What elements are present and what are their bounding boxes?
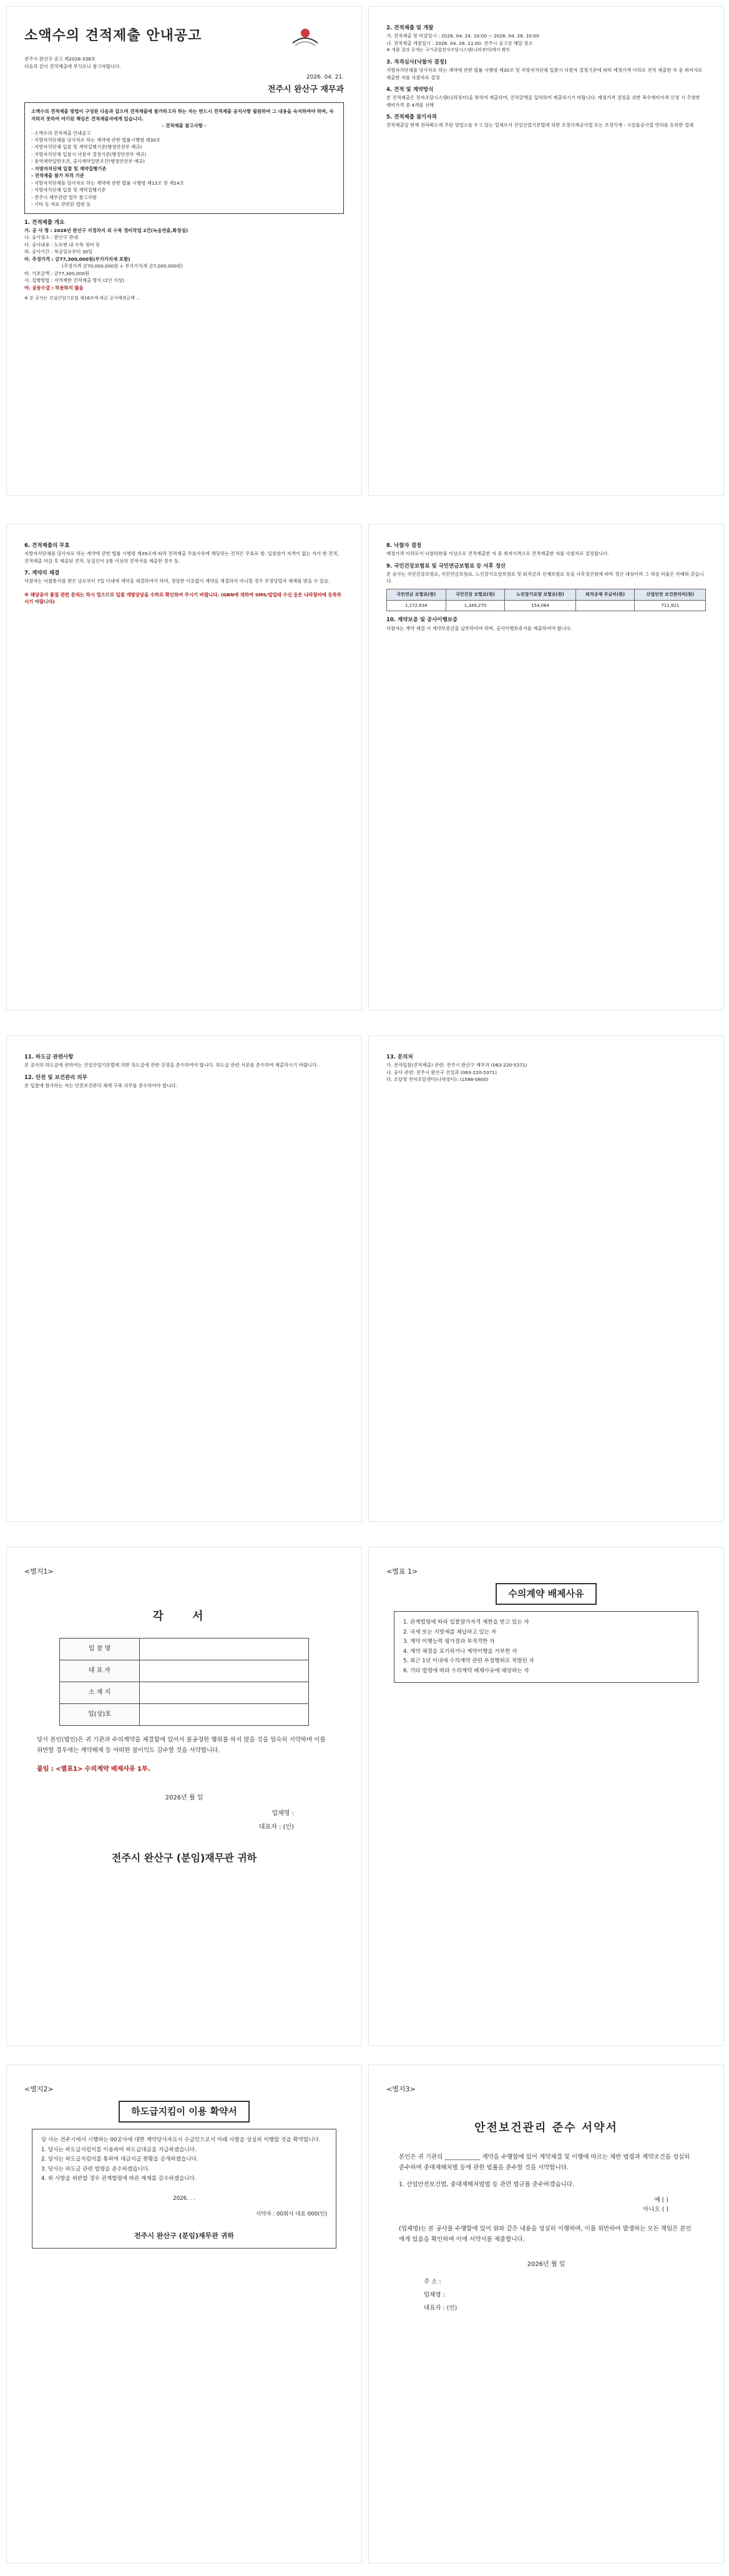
section-11-body: 본 공사의 하도급에 관하여는 건설산업기본법에 의한 하도급에 관한 규정을 준수하여야 합니다. 하도급 관련 서류를 준수하여 제출하시기 바랍니다. bbox=[24, 1062, 318, 1068]
guideline-line-bold: - 견적제출 참가 자격 기준 bbox=[31, 173, 84, 179]
field-label: 업(상)호 bbox=[60, 1703, 139, 1725]
form-title: 안전보건관리 준수 서약서 bbox=[474, 2121, 618, 2135]
rate-header: 국민연금 보험료(원) bbox=[387, 589, 446, 600]
exclusion-item: 6. 기타 법령에 따라 수의계약 배제사유에 해당하는 자 bbox=[403, 1667, 529, 1674]
guideline-line: - 지방자치단체 입찰시 낙찰자 결정기준(행정안전부 예규) bbox=[31, 151, 147, 157]
section-11-title: 11. 하도급 관련사항 bbox=[24, 1054, 74, 1060]
section-4-body: 본 견적제출은 전자조달시스템(나라장터)을 통하여 제출하며, 견적금액을 입력하여 제출하시기 바랍니다. 예정가격 결정을 위한 복수예비가격 산정 시 추첨한 예비가격 중 4개를 선택 bbox=[386, 95, 700, 108]
check-no[interactable]: 아니오 ( ) bbox=[643, 2206, 668, 2213]
notice-date: 2026. 04. 21. bbox=[306, 74, 344, 81]
estimated-price-note: (추정가격 금70,000,000원 + 부가가치세 금7,000,000원) bbox=[62, 263, 183, 269]
guideline-heading: - 견적제출 참고사항 - bbox=[162, 123, 207, 129]
section-12-title: 12. 안전 및 보건관리 의무 bbox=[24, 1074, 87, 1081]
rate-value: 1,349,270 bbox=[446, 600, 505, 611]
base-price: 바. 기초금액 : 금77,300,000원 bbox=[24, 270, 90, 276]
safety-body-1: 본인은 귀 기관의 ____________ 계약을 수행함에 있어 계약체결 및 이행에 따르는 제반 법령과 계약조건을 성실히 준수하며 중대재해처벌 등에 관한 법률을 준수할 것을 서약합니다. bbox=[399, 2153, 690, 2172]
pledge-table bbox=[59, 1638, 308, 1726]
rate-header: 퇴직공제 부금비(원) bbox=[575, 589, 635, 600]
pledge-rep: 대표자 : (인) bbox=[258, 1823, 294, 1831]
safety-body-2: 1. 산업안전보건법, 중대재해처벌법 등 관련 법규를 준수하겠습니다. bbox=[399, 2181, 575, 2189]
section-10-body: 낙찰자는 계약 체결 시 계약보증금을 납부하여야 하며, 공사이행보증서를 제출하여야 합니다. bbox=[386, 625, 572, 631]
subcontract-body: 당 사는 전주시에서 시행하는 00공사에 대한 계약당사자로서 수급인으로서 아래 사항을 성실히 이행할 것을 확약합니다. bbox=[41, 2137, 321, 2144]
field-value[interactable] bbox=[139, 1660, 308, 1682]
notice-org: 전주시 완산구 재무과 bbox=[267, 84, 344, 94]
form-label: <별지2> bbox=[24, 2085, 54, 2093]
attachment-note: 붙임 : <별표1> 수의계약 배제사유 1부. bbox=[37, 1766, 150, 1773]
exclusion-item: 3. 계약 이행능력 평가결과 부적격한 자 bbox=[403, 1639, 495, 1645]
pledge-addressee: 전주시 완산구 (분임)재무관 귀하 bbox=[111, 1852, 257, 1864]
rate-header: 산업안전 보건관리비(원) bbox=[635, 589, 706, 600]
contact-line: 가. 전자입찰(견적제출) 관련: 전주시 완산구 재무과 (063-220-5371) bbox=[386, 1062, 527, 1068]
notice-page-5 bbox=[6, 1035, 362, 1522]
notice-page-3 bbox=[6, 524, 362, 1010]
work-content: 다. 공사내용 : 도로변 내 수목 정비 등 bbox=[24, 241, 100, 248]
notice-number: 전주시 완산구 공고 제2026-338호 bbox=[24, 56, 96, 62]
section-7-title: 7. 계약의 체결 bbox=[24, 570, 60, 577]
notice-page-4 bbox=[368, 524, 724, 1010]
field-value[interactable] bbox=[139, 1638, 308, 1660]
exclusion-list bbox=[394, 1611, 698, 1683]
section-1-title: 1. 견적제출 개요 bbox=[24, 219, 65, 226]
insurance-rate-table bbox=[386, 589, 706, 612]
city-logo-icon bbox=[286, 24, 324, 49]
opening-note: ※ 개찰 결과 공개는 국가종합전자조달시스템(나라장터)에서 확인 bbox=[386, 47, 511, 53]
guideline-line-bold: - 지방자치단체 입찰 및 계약집행기준 bbox=[31, 165, 107, 172]
estimated-price: 마. 추정가격 : 금77,300,000원(부가가치세 포함) bbox=[24, 256, 130, 262]
form-label: <별지1> bbox=[24, 1567, 54, 1576]
method-note: ※ 본 공사는 건설산업기본법 제16조에 따른 공사예정금액 ... bbox=[24, 296, 140, 301]
rate-value: 711,921 bbox=[635, 600, 706, 611]
pledge-date: 2026년 월 일 bbox=[165, 1794, 203, 1801]
safety-body-3: (업체명)는 본 공사를 수행함에 있어 위와 같은 내용을 성실히 이행하며, 이를 위반하여 발생하는 모든 책임은 본인에게 있음을 확인하며 이에 서약서를 제출합니다. bbox=[399, 2225, 692, 2243]
subcontract-addressee: 전주시 완산구 (분임)재무관 귀하 bbox=[134, 2231, 234, 2240]
pledge-company: 업체명 : bbox=[272, 1810, 294, 1818]
notice-page-2 bbox=[368, 6, 724, 496]
exclusion-item: 4. 계약 체결을 포기하거나 계약이행을 거부한 자 bbox=[403, 1648, 517, 1655]
form-safety-page bbox=[368, 2065, 724, 2564]
section-10-title: 10. 계약보증 및 공사이행보증 bbox=[386, 617, 458, 624]
section-5-title: 5. 견적제출 참가자격 bbox=[386, 114, 437, 121]
safety-date: 2026년 월 일 bbox=[527, 2260, 565, 2268]
guideline-line: - 지방자치단체를 당사자로 하는 계약에 관한 법률시행령 제30조 bbox=[31, 137, 161, 143]
notice-page-1 bbox=[6, 6, 362, 496]
field-value[interactable] bbox=[139, 1682, 308, 1703]
subcontract-sign: 서약자 : 00회사 대표 000(인) bbox=[255, 2211, 327, 2218]
subcontract-item: 3. 당사는 하도급 관련 법령을 준수하겠습니다. bbox=[41, 2166, 150, 2172]
guideline-sub: - 지방자치단체를 당사자로 하는 계약에 관한 법률 시행령 제13조 및 제14조 bbox=[31, 180, 184, 186]
pledge-body: 당사 본인(법인)은 귀 기관과 수의계약을 체결함에 있어서 불공정한 행위를 하지 않을 것을 엄숙히 서약하며 이를 위반할 경우에는 계약해제 등 어떠한 불이익도 감수할 것을 서약합니다. bbox=[37, 1736, 326, 1755]
section-3-title: 3. 적격심사(낙찰자 결정) bbox=[386, 59, 447, 65]
exclusion-item: 2. 국세 또는 지방세를 체납하고 있는 자 bbox=[403, 1629, 497, 1635]
guideline-sub: - 기타 등 자료 관련된 법령 등 bbox=[31, 201, 91, 208]
section-9-body: 본 공사는 국민건강보험료, 국민연금보험료, 노인장기요양보험료 및 퇴직금과 산재보험료 등을 사후정산함에 따라 정산 대상이며 그 대상 비율은 아래와 같습니다. bbox=[386, 571, 704, 584]
form-title: 수의계약 배제사유 bbox=[496, 1583, 596, 1605]
section-3-body: 지방자치단체를 당사자로 하는 계약에 관한 법률 시행령 제30조 및 지방자치단체 입찰시 낙찰자 결정기준에 따라 예정가격 이하로 견적 제출한 자 중 최저가로 제출한 자를 낙찰자로 결정 bbox=[386, 67, 703, 80]
section-4-title: 4. 견적 및 계약방식 bbox=[386, 87, 434, 94]
work-name: 가. 공 사 명 : 2026년 완산구 지정차지 외 수목 정비작업 2건(녹음연출,화장실) bbox=[24, 227, 188, 233]
subcontract-box bbox=[32, 2129, 336, 2249]
form-label: <별표 1> bbox=[386, 1567, 418, 1576]
field-label: 대 표 자 bbox=[60, 1660, 139, 1682]
rate-header: 노인장기요양 보험료(원) bbox=[505, 589, 576, 600]
subcontract-date: 2026. . . bbox=[173, 2195, 195, 2202]
rate-value bbox=[575, 600, 635, 611]
section-2-title: 2. 견적제출 및 개찰 bbox=[386, 25, 434, 31]
section-6-body: 지방자치단체를 당사자로 하는 계약에 관한 법률 시행령 제39조에 따라 견적제출 무효사유에 해당하는 견적은 무효로 함. 입찰참가 자격이 없는 자가 한 견적, 견적제출 마감 후 제출된 견적, 동일인이 2통 이상의 견적서를 제출한 경우 등. bbox=[24, 551, 339, 564]
guideline-lead: 소액수의 견적제출 방법이 구성된 다음과 같으며 견적제출에 참가하고자 하는 자는 반드시 견적제출 공지사항 필원하여 그 내용을 숙지하여야 하며, 숙지하지 못하여 야기된 책임은 견적제출자에게 있습니다. bbox=[31, 109, 334, 122]
subcontract-item: 2. 당사는 하도급지킴이를 통하여 대금지급 현황을 공개하겠습니다. bbox=[41, 2156, 198, 2163]
field-label: 입 찰 명 bbox=[60, 1638, 139, 1660]
subcontract-item: 4. 위 사항을 위반할 경우 관계법령에 따른 제재를 감수하겠습니다. bbox=[41, 2176, 197, 2182]
contacts-title: 13. 문의처 bbox=[386, 1054, 413, 1060]
guideline-sub: - 지방자치단체 입찰 및 계약집행기준 bbox=[31, 187, 106, 193]
exclusion-item: 5. 최근 1년 이내에 수의계약 관련 부정행위로 적발된 자 bbox=[403, 1658, 534, 1665]
subcontract-item: 1. 당사는 하도급지킴이를 이용하여 하도급대금을 지급하겠습니다. bbox=[41, 2146, 197, 2153]
work-location: 나. 공사장소 : 완산구 관내 bbox=[24, 235, 78, 241]
section-9-title: 9. 국민건강보험료 및 국민연금보험료 등 사후 정산 bbox=[386, 563, 506, 569]
rate-header: 국민건강 보험료(원) bbox=[446, 589, 505, 600]
exclusion-item: 1. 관계법령에 따라 입찰참가자격 제한을 받고 있는 자 bbox=[403, 1619, 529, 1626]
form-label: <별지3> bbox=[386, 2085, 416, 2093]
safety-company: 업체명 : bbox=[424, 2292, 445, 2299]
submit-period: 가. 견적제출 및 마감일시 : 2026. 04. 24. 10:00 ~ 2026. 04. 28. 10:00 bbox=[386, 33, 539, 39]
check-yes[interactable]: 예 ( ) bbox=[654, 2197, 668, 2204]
safety-address: 주 소 : bbox=[424, 2278, 441, 2286]
safety-rep: 대표자 : (인) bbox=[424, 2304, 457, 2312]
work-period: 라. 공사기간 : 착공일로부터 30일 bbox=[24, 249, 93, 255]
form-title: 각 서 bbox=[152, 1610, 216, 1624]
notice-intro: 다음과 같이 견적제출에 부치오니 참고바랍니다. bbox=[24, 63, 121, 69]
guideline-sub: - 전주시 재무관련 업무 참고사항 bbox=[31, 194, 97, 200]
section-7-body: 낙찰자는 낙찰통지를 받은 날로부터 7일 이내에 계약을 체결하여야 하며, 정당한 이유없이 계약을 체결하지 아니할 경우 부정당업자 제재를 받을 수 있음. bbox=[24, 578, 330, 584]
form-subcontract-page bbox=[6, 2065, 362, 2564]
warning-notice: ※ 해당공사 품질 관련 문의는 하시 업으므로 입찰 개방담당을 수하로 확인하여 주시기 바랍니다. (GBN에 의하여 SMS/업업데 수신 등은 나라장터에 등록하시기 바랍니다) bbox=[24, 591, 341, 605]
form-pledge-page bbox=[6, 1547, 362, 2046]
contact-line: 나. 공사 관련: 전주시 완산구 건설과 (063-220-5371) bbox=[386, 1069, 497, 1075]
rate-value: 154,064 bbox=[505, 600, 576, 611]
form-title: 하도급지킴이 이용 확약서 bbox=[119, 2101, 250, 2123]
joint-supply: 아. 공동수급 : 허용하지 않음 bbox=[24, 284, 84, 291]
opening-time: 나. 견적제출 개찰일시 : 2026. 04. 28. 11:00. 전주시 공고상 해당 장소 bbox=[386, 40, 533, 46]
field-label: 소 재 지 bbox=[60, 1682, 139, 1703]
guideline-box bbox=[24, 102, 344, 214]
notice-page-6 bbox=[368, 1035, 724, 1522]
guideline-line: - 지방자치단체 입찰 및 계약집행기준(행정안전부 예규) bbox=[31, 144, 142, 150]
section-8-title: 8. 낙찰자 결정 bbox=[386, 543, 422, 549]
contact-line: 다. 조달청 전자조달센터(나라장터): (1588-0800) bbox=[386, 1077, 489, 1083]
form-exclusion-page bbox=[368, 1547, 724, 2046]
guideline-line: - 용역계약일반조건, 공사계약일반조건(행정안전부 예규) bbox=[31, 158, 145, 165]
section-6-title: 6. 견적제출의 무효 bbox=[24, 543, 70, 549]
notice-title: 소액수의 견적제출 안내공고 bbox=[24, 28, 202, 44]
execution-method: 사. 집행방법 : 지역제한 견적제출 방식 (2인 이상) bbox=[24, 278, 125, 284]
section-8-body: 예정가격 이하로서 낙찰하한율 이상으로 견적제출한 자 중 최저가격으로 견적제출한 자를 낙찰자로 결정합니다. bbox=[386, 551, 609, 557]
field-value[interactable] bbox=[139, 1703, 308, 1725]
guideline-line: - 소액수의 견적제출 안내공고 bbox=[31, 130, 91, 136]
section-5-body: 견적제출일 현재 전라북도에 주된 영업소를 두고 있는 업체로서 건설산업기본법에 의한 조경식재공사업 또는 조경식재ㆍ시설물공사업 면허를 등록한 업체 bbox=[386, 122, 694, 128]
section-12-body: 본 입찰에 참가하는 자는 안전보건관리 체계 구축 의무를 준수하여야 합니다. bbox=[24, 1082, 177, 1088]
rate-value: 1,172,634 bbox=[387, 600, 446, 611]
